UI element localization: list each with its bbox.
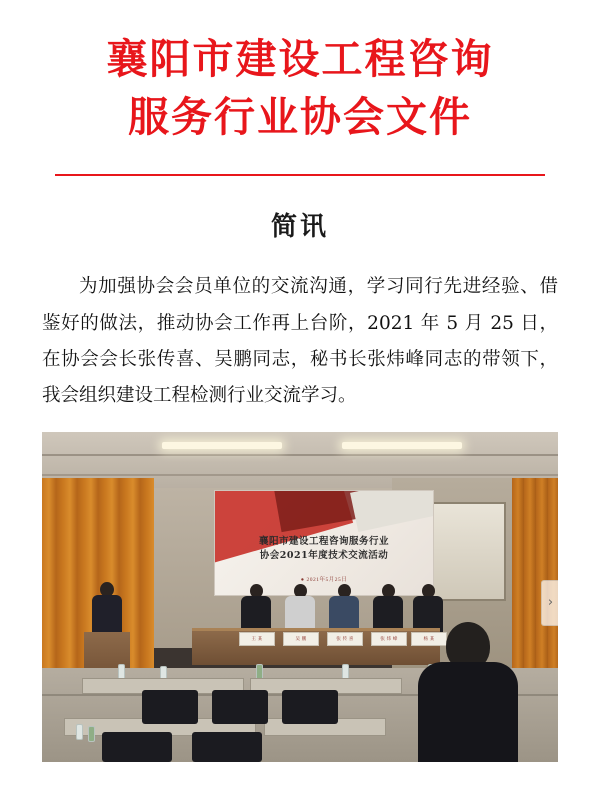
nameplate-5: 杨 某 — [411, 632, 447, 646]
body-paragraph: 为加强协会会员单位的交流沟通，学习同行先进经验、借鉴好的做法，推动协会工作再上台阶，2021 年 5 月 25 日，在协会会长张传喜、吴鹏同志，秘书长张炜峰同志的带领下，我会组织建设工程检测行业交流学习。 — [42, 276, 558, 406]
ceiling-light-left — [162, 442, 282, 449]
nameplate-3: 张 传 喜 — [327, 632, 363, 646]
audience-chair — [102, 732, 172, 762]
conference-photo — [42, 432, 558, 762]
screen-graphic-light — [350, 490, 434, 532]
panelist-3 — [326, 584, 362, 632]
masthead-divider — [55, 174, 545, 176]
screen-title-line-2: 协会2021年度技术交流活动 — [259, 550, 389, 562]
panelist-1 — [238, 584, 274, 632]
audience-chair — [282, 690, 338, 724]
screen-subtitle: ● 2021年5月25日 — [300, 576, 348, 583]
panelist-2 — [282, 584, 318, 632]
water-bottle — [76, 724, 83, 740]
audience-chair — [192, 732, 262, 762]
ceiling-light-right — [342, 442, 462, 449]
audience-chair — [212, 690, 268, 724]
nameplate-4: 张 炜 峰 — [371, 632, 407, 646]
projection-screen — [214, 490, 434, 596]
carousel-next-button[interactable]: › — [541, 580, 558, 626]
screen-title — [225, 535, 423, 564]
page-title: 简讯 — [270, 212, 329, 243]
curtain-right — [512, 478, 558, 668]
screen-title-line-1: 襄阳市建设工程咨询服务行业 — [258, 535, 389, 547]
foreground-attendee — [418, 622, 518, 762]
masthead-line-1: 襄阳市建设工程咨询 — [106, 35, 494, 83]
attendee-body — [418, 662, 518, 762]
water-bottle — [88, 726, 95, 742]
audience-chair — [142, 690, 198, 724]
masthead — [0, 0, 600, 146]
panelist-4 — [370, 584, 406, 632]
nameplate-2: 吴 鹏 — [283, 632, 319, 646]
masthead-line-2: 服务行业协会文件 — [128, 93, 472, 142]
nameplate-1: 王 某 — [239, 632, 275, 646]
podium-speaker — [90, 582, 124, 637]
photo-figure — [42, 432, 558, 762]
